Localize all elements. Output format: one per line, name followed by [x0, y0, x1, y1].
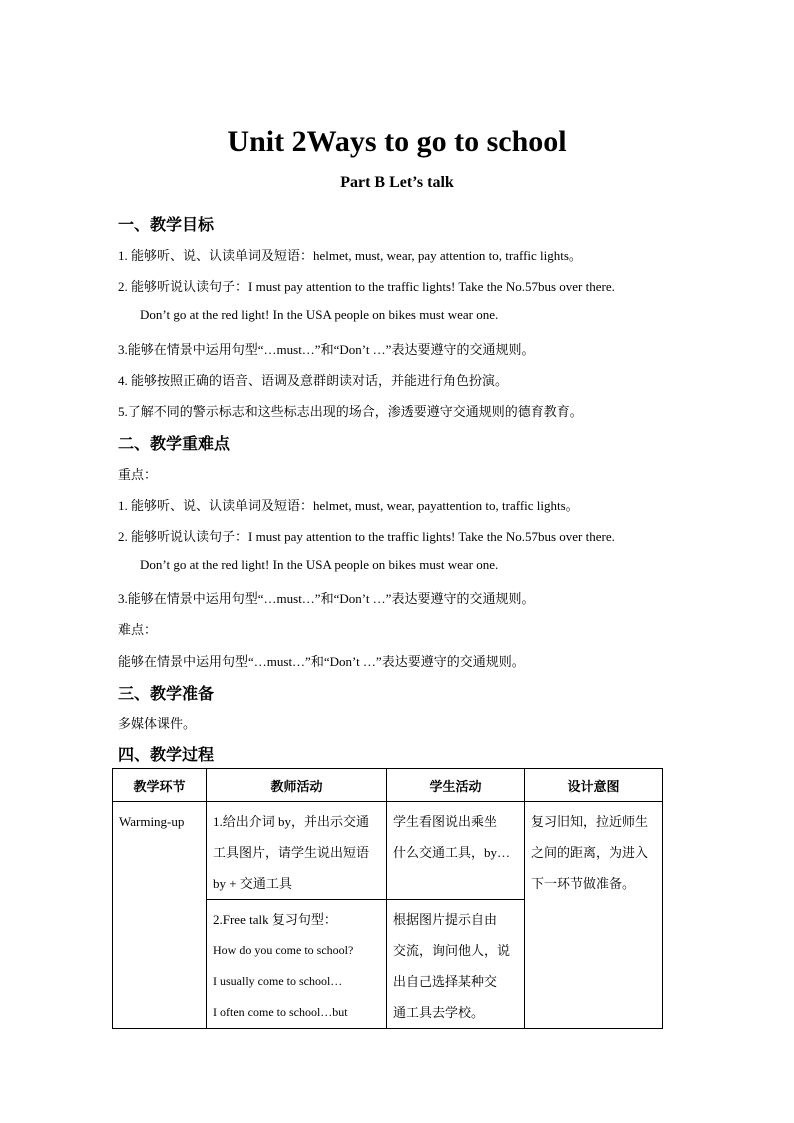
design-intent-line: 之间的距离，为进入 [531, 845, 649, 860]
student-activity-line: 出自己选择某种交 [393, 974, 498, 989]
column-header: 设计意图 [525, 769, 663, 802]
design-intent-line: 下一环节做准备。 [531, 876, 636, 891]
document-title: Unit 2Ways to go to school [227, 125, 567, 158]
key-item: 2. 能够听说认读句子：I must pay attention to the traffic lights! Take the No.57bus over there. [118, 529, 615, 544]
teacher-activity-line: 工具图片，请学生说出短语 [213, 845, 370, 860]
preparation-text: 多媒体课件。 [118, 716, 197, 731]
stage-cell [113, 802, 207, 1029]
key-item-continuation: Don’t go at the red light! In the USA people on bikes must wear one. [140, 557, 499, 572]
student-activity-line: 通工具去学校。 [393, 1005, 485, 1020]
key-label: 重点： [118, 467, 158, 482]
column-header: 教师活动 [207, 769, 387, 802]
student-activity-cell [387, 900, 525, 1029]
teacher-activity-line: I often come to school…but [213, 1005, 348, 1019]
table-header-row [113, 769, 663, 802]
goal-item: 4. 能够按照正确的语音、语调及意群朗读对话，并能进行角色扮演。 [118, 373, 509, 388]
teacher-activity-cell [207, 900, 387, 1029]
teacher-activity-cell [207, 802, 387, 900]
teacher-activity-line: I usually come to school… [213, 974, 343, 988]
student-activity-cell [387, 802, 525, 900]
section-heading-goals: 一、教学目标 [118, 215, 215, 234]
teacher-activity-line: by + 交通工具 [213, 876, 292, 891]
stage-label: Warming-up [119, 814, 185, 829]
column-header: 教学环节 [113, 769, 207, 802]
goal-item: 2. 能够听说认读句子：I must pay attention to the traffic lights! Take the No.57bus over there. [118, 279, 615, 294]
section-heading-process: 四、教学过程 [118, 745, 215, 764]
section-heading-key-points: 二、教学重难点 [118, 434, 231, 453]
difficult-text: 能够在情景中运用句型“…must…”和“Don’t …”表达要遵守的交通规则。 [118, 654, 525, 669]
document-subtitle: Part B Let’s talk [340, 174, 454, 191]
process-table [112, 768, 663, 1029]
student-activity-line: 什么交通工具，by… [393, 845, 511, 860]
goal-item-continuation: Don’t go at the red light! In the USA people on bikes must wear one. [140, 307, 499, 322]
design-intent-cell [525, 802, 663, 1029]
table-row [113, 802, 663, 900]
key-item: 1. 能够听、说、认读单词及短语：helmet, must, wear, payattention to, traffic lights。 [118, 498, 579, 513]
section-heading-preparation: 三、教学准备 [118, 684, 215, 703]
teacher-activity-line: 2.Free talk 复习句型： [213, 912, 337, 927]
student-activity-line: 交流，询问他人，说 [393, 943, 511, 958]
difficult-label: 难点： [118, 622, 158, 637]
key-item: 3.能够在情景中运用句型“…must…”和“Don’t …”表达要遵守的交通规则。 [118, 591, 535, 606]
teacher-activity-line: 1.给出介词 by，并出示交通 [213, 814, 370, 829]
goal-item: 3.能够在情景中运用句型“…must…”和“Don’t …”表达要遵守的交通规则。 [118, 342, 535, 357]
teacher-activity-line: How do you come to school? [213, 943, 354, 957]
student-activity-line: 根据图片提示自由 [393, 912, 498, 927]
goal-item: 5.了解不同的警示标志和这些标志出现的场合，渗透要遵守交通规则的德育教育。 [118, 404, 583, 419]
column-header: 学生活动 [387, 769, 525, 802]
student-activity-line: 学生看图说出乘坐 [393, 814, 498, 829]
design-intent-line: 复习旧知，拉近师生 [531, 814, 649, 829]
goal-item: 1. 能够听、说、认读单词及短语：helmet, must, wear, pay attention to, traffic lights。 [118, 248, 582, 263]
